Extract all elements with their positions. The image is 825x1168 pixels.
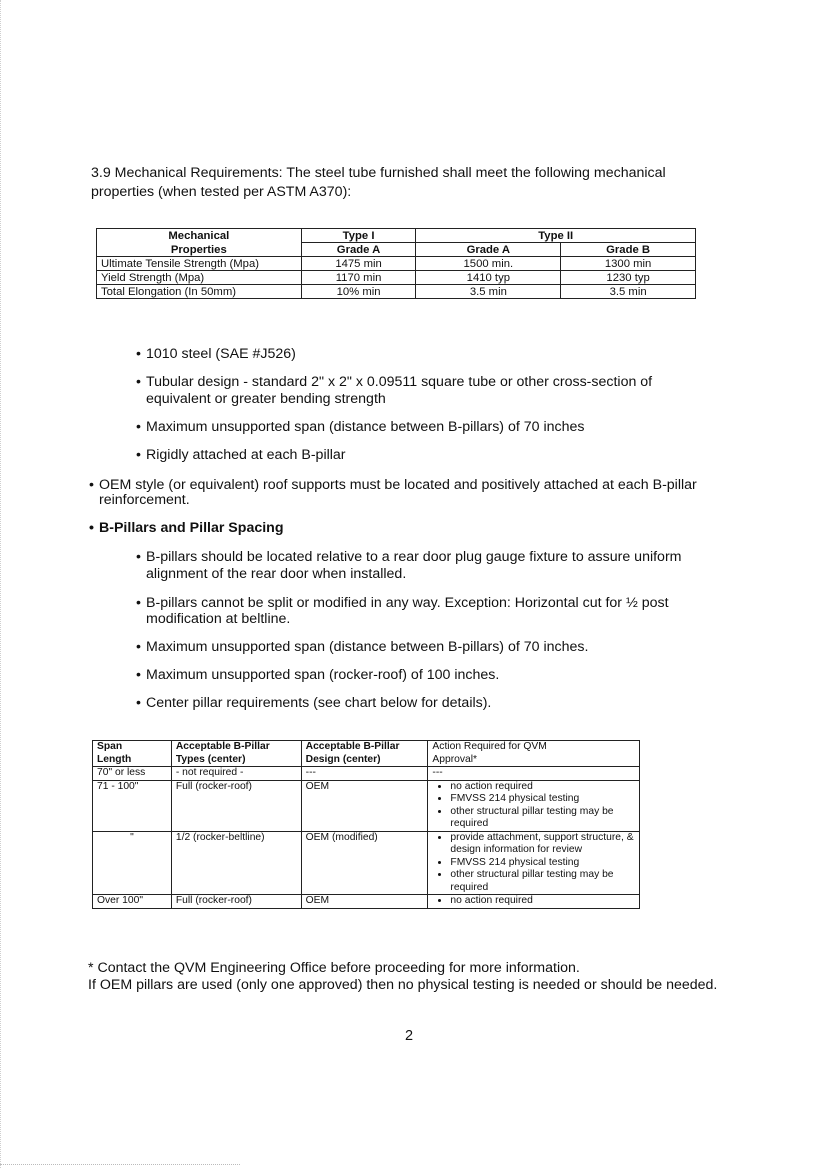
list-item: • FMVSS 214 physical testing bbox=[450, 857, 635, 870]
pillar-requirements-table bbox=[92, 740, 640, 909]
value-cell: 1300 min bbox=[561, 257, 696, 271]
value-cell: 1410 typ bbox=[416, 271, 561, 285]
types-cell: 1/2 (rocker-beltline) bbox=[171, 831, 301, 895]
header-cell: Grade A bbox=[301, 243, 416, 257]
header-text: Approval* bbox=[432, 753, 478, 765]
bullet-glyph: • bbox=[136, 374, 141, 390]
design-cell: OEM bbox=[301, 780, 428, 831]
bullet-glyph: • bbox=[136, 419, 141, 435]
bullet-text: Tubular design - standard 2" x 2" x 0.09511 square tube or other cross-section of bbox=[146, 374, 653, 390]
bullet-text: B-pillars should be located relative to a rear door plug gauge fixture to assure uniform bbox=[146, 549, 682, 565]
bullet-text: 1010 steel (SAE #J526) bbox=[146, 346, 296, 362]
header-text: Span bbox=[97, 741, 123, 752]
bullet-continuation: equivalent or greater bending strength bbox=[146, 391, 386, 407]
value-cell: 1230 typ bbox=[561, 271, 696, 285]
value-cell: 1170 min bbox=[301, 271, 416, 285]
property-cell: Total Elongation (In 50mm) bbox=[97, 285, 302, 299]
bullet-glyph: • bbox=[136, 667, 141, 683]
bullet-item bbox=[136, 418, 585, 436]
header-text: Action Required for QVM bbox=[432, 741, 547, 752]
header-cell bbox=[93, 741, 172, 767]
span-cell: 70" or less bbox=[93, 767, 172, 781]
list-item: • other structural pillar testing may be required bbox=[450, 806, 635, 831]
scan-edge-left bbox=[0, 0, 2, 1168]
bullet-text: Center pillar requirements (see chart below for details). bbox=[146, 695, 492, 711]
bullet-text: Maximum unsupported span (distance between B-pillars) of 70 inches bbox=[146, 419, 585, 435]
header-text: Acceptable B-Pillar bbox=[175, 741, 270, 752]
header-text: Acceptable B-Pillar bbox=[305, 741, 400, 752]
section-heading-text: B-Pillars and Pillar Spacing bbox=[99, 520, 284, 536]
table-row bbox=[97, 271, 696, 285]
intro-line-2: properties (when tested per ASTM A370): bbox=[91, 184, 352, 200]
bullet-continuation: reinforcement. bbox=[99, 492, 190, 508]
section-heading bbox=[89, 519, 284, 537]
bullet-item bbox=[136, 446, 346, 464]
value-cell: 3.5 min bbox=[561, 285, 696, 299]
intro-paragraph bbox=[91, 164, 731, 202]
design-cell: OEM (modified) bbox=[301, 831, 428, 895]
header-cell: Grade B bbox=[561, 243, 696, 257]
span-cell: " bbox=[93, 831, 172, 895]
bullet-glyph: • bbox=[136, 549, 141, 565]
header-cell: Grade A bbox=[416, 243, 561, 257]
bullet-glyph: • bbox=[89, 477, 94, 493]
types-cell: Full (rocker-roof) bbox=[171, 780, 301, 831]
action-list bbox=[432, 832, 635, 895]
table-row bbox=[93, 780, 640, 831]
action-cell bbox=[428, 895, 640, 909]
header-cell bbox=[428, 741, 640, 767]
table-row bbox=[97, 257, 696, 271]
mechanical-properties-table bbox=[96, 228, 696, 299]
bullet-item bbox=[136, 694, 492, 712]
types-cell: - not required - bbox=[171, 767, 301, 781]
table-header-row bbox=[97, 243, 696, 257]
bullet-text: Maximum unsupported span (distance between B-pillars) of 70 inches. bbox=[146, 639, 589, 655]
table-header-row bbox=[97, 229, 696, 243]
value-cell: 1475 min bbox=[301, 257, 416, 271]
footnote-oem: If OEM pillars are used (only one approved) then no physical testing is needed or should be needed. bbox=[88, 977, 718, 993]
bullet-item bbox=[136, 638, 589, 656]
header-cell: Properties bbox=[97, 243, 302, 257]
action-cell: --- bbox=[428, 767, 640, 781]
action-cell bbox=[428, 831, 640, 895]
span-cell: Over 100" bbox=[93, 895, 172, 909]
header-text: Length bbox=[97, 753, 132, 765]
header-cell: Type I bbox=[301, 229, 416, 243]
bullet-item bbox=[136, 548, 682, 566]
intro-line-1: 3.9 Mechanical Requirements: The steel tube furnished shall meet the following mechanical bbox=[91, 165, 666, 181]
table-row bbox=[93, 831, 640, 895]
bullet-glyph: • bbox=[136, 346, 141, 362]
bullet-item bbox=[136, 666, 500, 684]
header-text: Types (center) bbox=[175, 753, 246, 765]
header-cell: Mechanical bbox=[97, 229, 302, 243]
value-cell: 3.5 min bbox=[416, 285, 561, 299]
value-cell: 1500 min. bbox=[416, 257, 561, 271]
table-header-row bbox=[93, 741, 640, 767]
page-number: 2 bbox=[405, 1028, 414, 1044]
header-text: Design (center) bbox=[305, 753, 381, 765]
property-cell: Yield Strength (Mpa) bbox=[97, 271, 302, 285]
scan-edge-bottom bbox=[0, 1164, 240, 1165]
list-item: • no action required bbox=[450, 895, 635, 908]
bullet-continuation: modification at beltline. bbox=[146, 611, 291, 627]
list-item: • provide attachment, support structure, & design information for review bbox=[450, 832, 635, 857]
bullet-text: OEM style (or equivalent) roof supports must be located and positively attached at each B-pillar bbox=[99, 477, 697, 493]
bullet-item bbox=[136, 345, 296, 363]
design-cell: OEM bbox=[301, 895, 428, 909]
bullet-item bbox=[136, 373, 653, 391]
bullet-text: Rigidly attached at each B-pillar bbox=[146, 447, 346, 463]
span-cell: 71 - 100" bbox=[93, 780, 172, 831]
value-cell: 10% min bbox=[301, 285, 416, 299]
bullet-continuation: alignment of the rear door when installed. bbox=[146, 566, 407, 582]
table-row bbox=[97, 285, 696, 299]
header-cell bbox=[301, 741, 428, 767]
header-cell: Type II bbox=[416, 229, 696, 243]
action-list bbox=[432, 781, 635, 831]
action-cell bbox=[428, 780, 640, 831]
list-item: • other structural pillar testing may be required bbox=[450, 869, 635, 894]
bullet-glyph: • bbox=[136, 595, 141, 611]
table-row bbox=[93, 767, 640, 781]
types-cell: Full (rocker-roof) bbox=[171, 895, 301, 909]
bullet-glyph: • bbox=[136, 639, 141, 655]
bullet-glyph: • bbox=[89, 520, 94, 536]
list-item: • FMVSS 214 physical testing bbox=[450, 793, 635, 806]
bullet-text: Maximum unsupported span (rocker-roof) of 100 inches. bbox=[146, 667, 500, 683]
design-cell: --- bbox=[301, 767, 428, 781]
header-cell bbox=[171, 741, 301, 767]
bullet-glyph: • bbox=[136, 695, 141, 711]
action-list bbox=[432, 895, 635, 908]
footnote-contact: * Contact the QVM Engineering Office before proceeding for more information. bbox=[88, 960, 580, 976]
list-item: • no action required bbox=[450, 781, 635, 794]
bullet-text: B-pillars cannot be split or modified in any way. Exception: Horizontal cut for ½ post bbox=[146, 595, 669, 611]
bullet-glyph: • bbox=[136, 447, 141, 463]
property-cell: Ultimate Tensile Strength (Mpa) bbox=[97, 257, 302, 271]
table-row bbox=[93, 895, 640, 909]
